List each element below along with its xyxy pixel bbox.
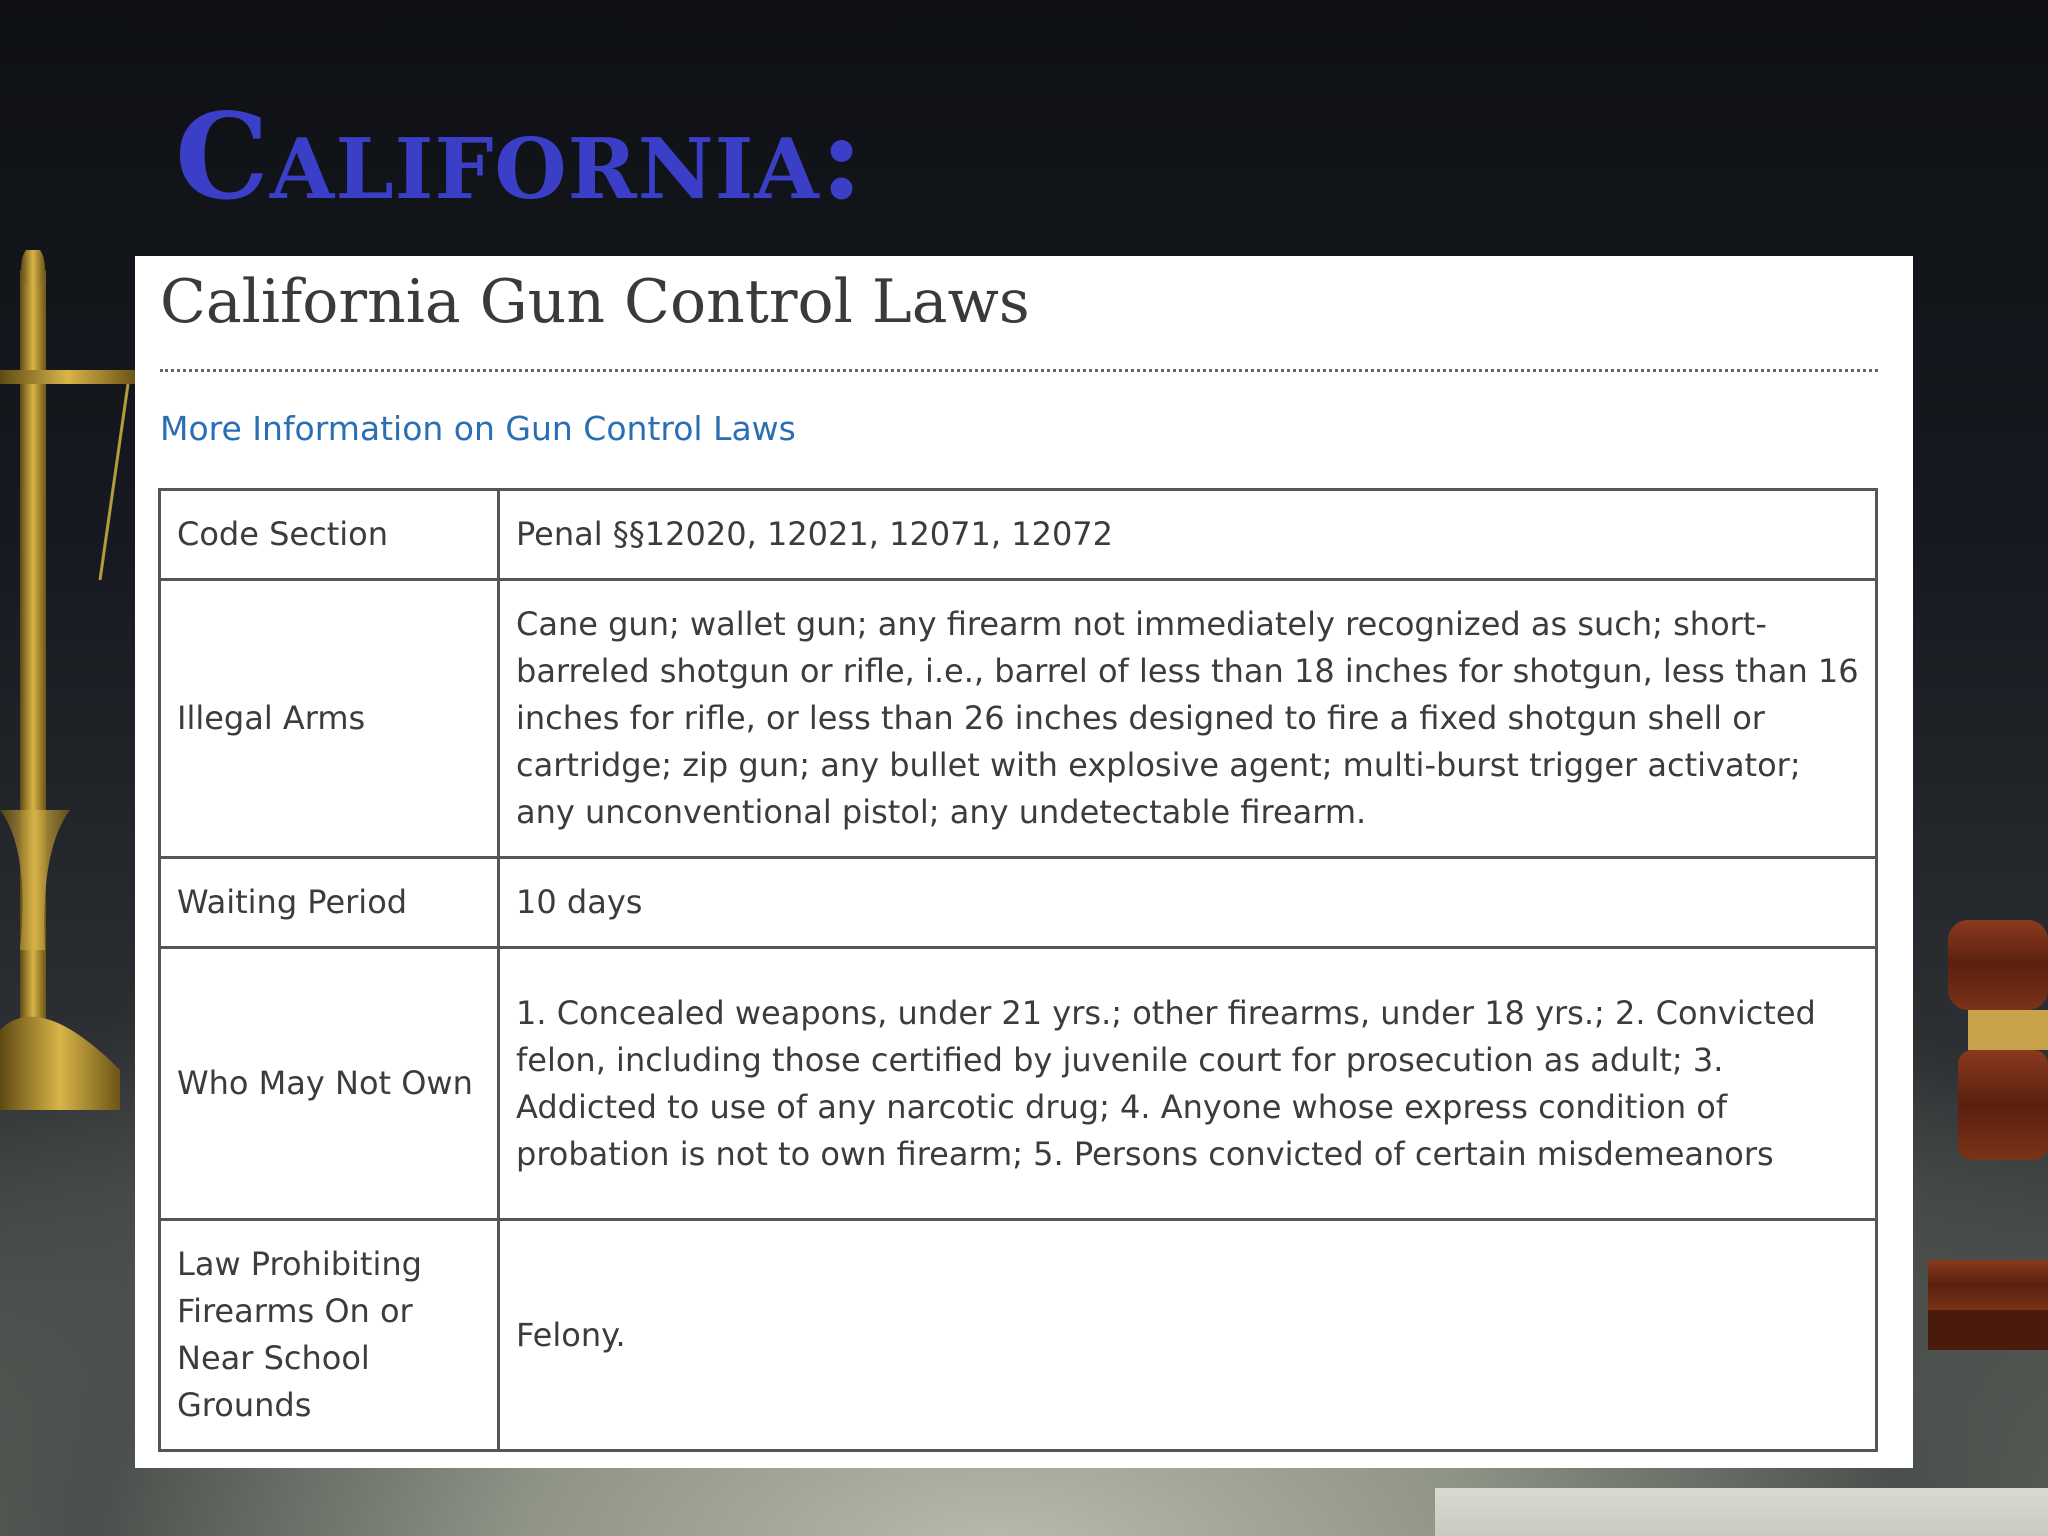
slide-title: California:	[175, 87, 865, 226]
row-value: Felony.	[499, 1220, 1877, 1451]
content-panel	[135, 256, 1913, 1468]
more-information-link[interactable]: More Information on Gun Control Laws	[160, 409, 796, 448]
scales-of-justice-icon	[0, 250, 140, 1150]
table-row	[160, 490, 1877, 580]
row-label: Who May Not Own	[160, 948, 499, 1220]
row-label: Waiting Period	[160, 858, 499, 948]
gun-laws-table	[158, 488, 1878, 1452]
divider	[160, 369, 1878, 372]
gavel-icon	[1928, 900, 2048, 1440]
panel-heading: California Gun Control Laws	[160, 267, 1030, 337]
background-strip	[1435, 1488, 2048, 1536]
table-row	[160, 580, 1877, 858]
row-value: 1. Concealed weapons, under 21 yrs.; other firearms, under 18 yrs.; 2. Convicted felon, including those certified by juvenile court for prosecution as adult; 3. Addicted to use of any narcotic drug; 4. Anyone whose express condition of probation is not to own firearm; 5. Persons convicted of certain misdemeanors	[499, 948, 1877, 1220]
table-row	[160, 858, 1877, 948]
row-label: Illegal Arms	[160, 580, 499, 858]
row-value: Cane gun; wallet gun; any firearm not immediately recognized as such; short-barreled shotgun or rifle, i.e., barrel of less than 18 inches for shotgun, less than 16 inches for rifle, or less than 26 inches designed to fire a fixed shotgun shell or cartridge; zip gun; any bullet with explosive agent; multi-burst trigger activator; any unconventional pistol; any undetectable firearm.	[499, 580, 1877, 858]
row-label: Code Section	[160, 490, 499, 580]
table-row	[160, 1220, 1877, 1451]
row-value: Penal §§12020, 12021, 12071, 12072	[499, 490, 1877, 580]
table-row	[160, 948, 1877, 1220]
row-label: Law Prohibiting Firearms On or Near School Grounds	[160, 1220, 499, 1451]
row-value: 10 days	[499, 858, 1877, 948]
